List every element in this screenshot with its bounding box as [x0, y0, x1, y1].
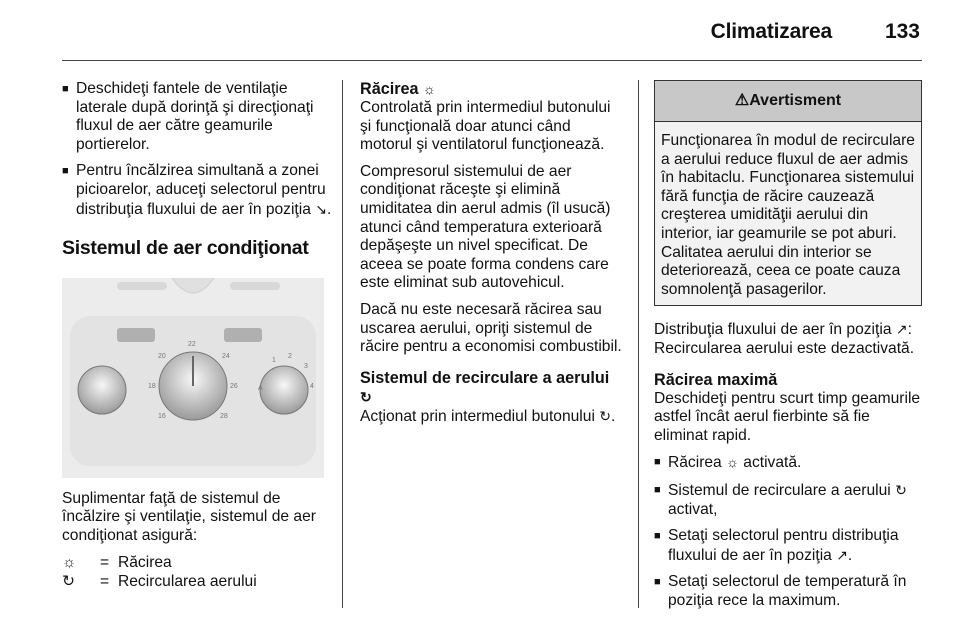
- dial-label: 20: [158, 352, 166, 360]
- bullet-list: [62, 80, 332, 219]
- recirculation-icon: ↻: [62, 573, 76, 591]
- cooling-paragraph: Controlată prin intermediul butonului şi funcţională doar atunci când motorul şi ventilatorul funcţionează.: [360, 99, 611, 154]
- list-item: ■ Setaţi selectorul de temperatură în poziţia rece la maximum.: [654, 573, 922, 610]
- cooling-paragraph: Compresorul sistemului de aer condiţionat răceşte şi elimină umiditatea din aerul admis (îl usucă) atunci când temperatura exterioară depăşeşte un nivel specificat. De aceea se poate forma condens care este eliminat sub autovehicul.: [360, 162, 611, 292]
- definition-row: ☼ = Răcirea: [62, 553, 172, 571]
- max-cooling-heading: Răcirea maximă: [654, 370, 778, 389]
- list-item: ■ Deschideţi fantele de ventilaţie laterale după dorinţă şi direcţionaţi fluxul de aer către geamurile portierelor.: [62, 80, 332, 154]
- snowflake-icon: ☼: [62, 553, 77, 571]
- face-airflow-icon: ↗: [836, 546, 848, 563]
- snowflake-icon: ☼: [423, 81, 436, 97]
- cooling-paragraph: Dacă nu este necesară răcirea sau uscarea aerului, opriţi sistemul de răcire pentru a economisi combustibil.: [360, 300, 622, 356]
- face-airflow-icon: ↗: [895, 321, 908, 338]
- warning-header: ⚠Avertisment: [655, 81, 921, 122]
- definition-list: [62, 554, 332, 592]
- dial-label: 28: [220, 412, 228, 420]
- warning-text: Funcţionarea în modul de recirculare a aerului reduce fluxul de aer admis în habitaclu. Funcţionarea sistemului fără funcţia de răcire cauzează creşterea umidităţii aerului din interior, iar geamurile se pot aburi. Calitatea aerului din interior se deteriorează, ceea ce poate cauza somnolenţă pasagerilor.: [655, 122, 921, 305]
- recirculation-paragraph: Acţionat prin intermediul butonului ↻.: [360, 407, 616, 425]
- dial-label: 22: [188, 340, 196, 348]
- distribution-paragraph: Distribuţia fluxului de aer în poziţia ↗: Recircularea aerului este dezactivată.: [654, 321, 915, 357]
- column-1: [62, 80, 332, 593]
- climate-control-panel-image: [62, 278, 324, 478]
- column-divider: [638, 80, 639, 608]
- max-cooling-steps: [654, 453, 922, 610]
- foot-airflow-icon: ↘: [315, 200, 327, 217]
- list-item: ■ Setaţi selectorul pentru distribuţia fluxului de aer în poziţia ↗.: [654, 527, 922, 565]
- column-2: [360, 80, 622, 434]
- dial-label: 24: [222, 352, 230, 360]
- dial-label: 4: [310, 382, 314, 390]
- recirculation-heading: Sistemul de recirculare a aerului ↻: [360, 368, 610, 405]
- page-title: Climatizarea: [710, 20, 832, 43]
- dial-label: 2: [288, 352, 292, 360]
- recirculation-icon: ↻: [599, 407, 611, 424]
- max-cooling-intro: Deschideţi pentru scurt timp geamurile astfel încât aerul fierbinte să fie eliminat rapid.: [654, 389, 921, 444]
- header-rule: [62, 60, 922, 61]
- dial-label: 18: [148, 382, 156, 390]
- page-number: 133: [884, 20, 920, 43]
- recirculation-icon: ↻: [360, 388, 372, 405]
- warning-icon: ⚠: [734, 92, 750, 109]
- control-panel-illustration: [62, 278, 324, 478]
- snowflake-icon: ☼: [726, 454, 739, 471]
- section-title: Sistemul de aer condiţionat: [62, 237, 309, 260]
- intro-text: Suplimentar faţă de sistemul de încălzire şi ventilaţie, sistemul de aer condiţionat asigură:: [62, 489, 316, 544]
- column-3: [654, 80, 922, 618]
- list-item: ■ Pentru încălzirea simultană a zonei picioarelor, aduceţi selectorul pentru distribuţia fluxului de aer în poziţia ↘.: [62, 162, 332, 219]
- cooling-heading: Răcirea ☼: [360, 80, 436, 98]
- list-item: ■ Răcirea ☼ activată.: [654, 453, 922, 473]
- warning-box: [654, 80, 922, 306]
- column-divider: [342, 80, 343, 608]
- dial-label: 26: [230, 382, 238, 390]
- dial-label: 1: [272, 356, 276, 364]
- definition-row: ↻ = Recircularea aerului: [62, 573, 257, 591]
- dial-label: A: [258, 384, 263, 392]
- page-header: [0, 0, 960, 62]
- list-item: ■ Sistemul de recirculare a aerului ↻ activat,: [654, 481, 922, 519]
- recirculation-icon: ↻: [895, 481, 907, 498]
- dial-label: 3: [304, 362, 308, 370]
- dial-label: 16: [158, 412, 166, 420]
